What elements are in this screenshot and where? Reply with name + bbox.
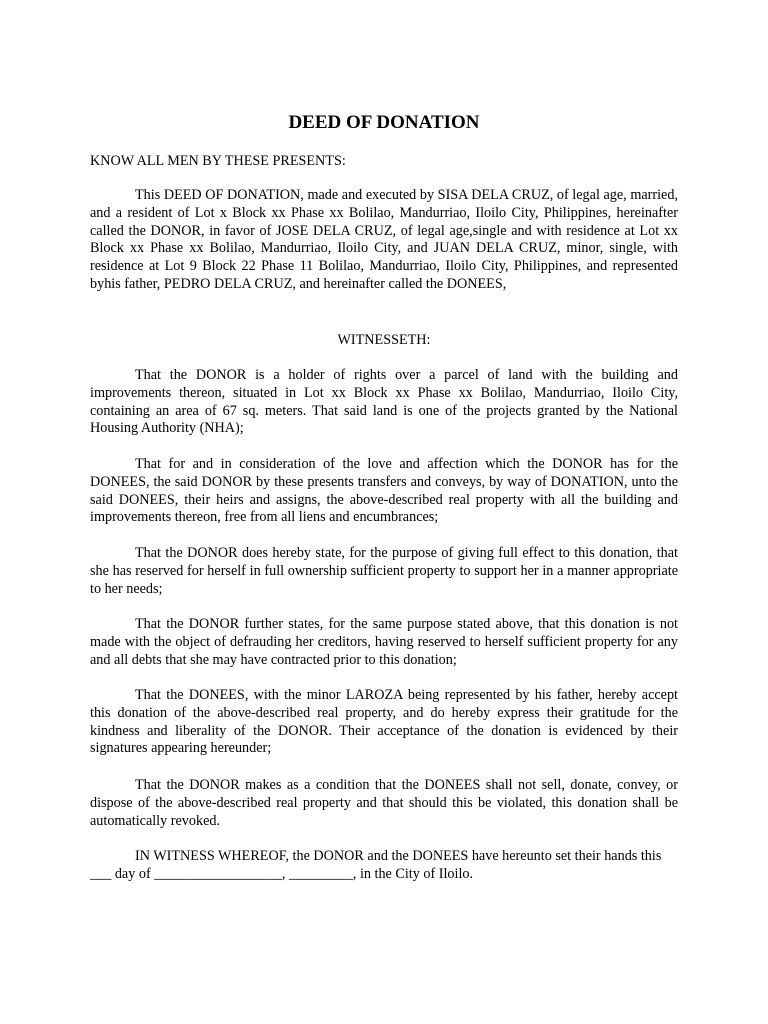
paragraph-consideration: That for and in consideration of the love and affection which the DONOR has for the DONEES, the said DONOR by these presents transfers and conveys, by way of DONATION, unto the said DONEES, their heirs and assigns, the above-described real property with all the building and improvements thereon, free from all liens and encumbrances; (90, 456, 678, 526)
intro-paragraph: This DEED OF DONATION, made and executed by SISA DELA CRUZ, of legal age, married, and a resident of Lot x Block xx Phase xx Bolilao, Mandurriao, Iloilo City, Philippines, hereinafter called the DONOR, in favor of JOSE DELA CRUZ, of legal age,single and with residence at Lot xx Block xx Phase xx Bolilao, Mandurriao, Iloilo City, and JUAN DELA CRUZ, minor, single, with residence at Lot 9 Block 22 Phase 11 Bolilao, Mandurriao, Iloilo City, Philippines, and represented byhis father, PEDRO DELA CRUZ, and hereinafter called the DONEES, (90, 187, 678, 292)
paragraph-acceptance: That the DONEES, with the minor LAROZA being represented by his father, hereby accept this donation of the above-described real property, and do hereby express their gratitude for the kindness and liberality of the DONOR. Their acceptance of the donation is evidenced by their signatures appearing hereunder; (90, 687, 678, 757)
paragraph-no-fraud: That the DONOR further states, for the same purpose stated above, that this donation is not made with the object of defrauding her creditors, having reserved to herself sufficient property for any and all debts that she may have contracted prior to this donation; (90, 616, 678, 668)
document-title: DEED OF DONATION (288, 112, 480, 133)
paragraph-land-rights: That the DONOR is a holder of rights over a parcel of land with the building and improvements thereon, situated in Lot xx Block xx Phase xx Bolilao, Mandurriao, Iloilo City, containing an area of 67 sq. meters. That said land is one of the projects granted by the National Housing Authority (NHA); (90, 367, 678, 437)
paragraph-witness-whereof: IN WITNESS WHEREOF, the DONOR and the DONEES have hereunto set their hands this ___ day of __________________, _________, in the City of Iloilo. (90, 848, 662, 882)
paragraph-reserved-property: That the DONOR does hereby state, for the purpose of giving full effect to this donation, that she has reserved for herself in full ownership sufficient property to support her in a manner appropriate to her needs; (90, 545, 678, 597)
document-page (90, 0, 678, 1024)
paragraph-condition: That the DONOR makes as a condition that the DONEES shall not sell, donate, convey, or dispose of the above-described real property and that should this be violated, this donation shall be automatically revoked. (90, 777, 678, 829)
opening-line: KNOW ALL MEN BY THESE PRESENTS: (90, 153, 346, 169)
witnesseth-heading: WITNESSETH: (337, 332, 431, 348)
